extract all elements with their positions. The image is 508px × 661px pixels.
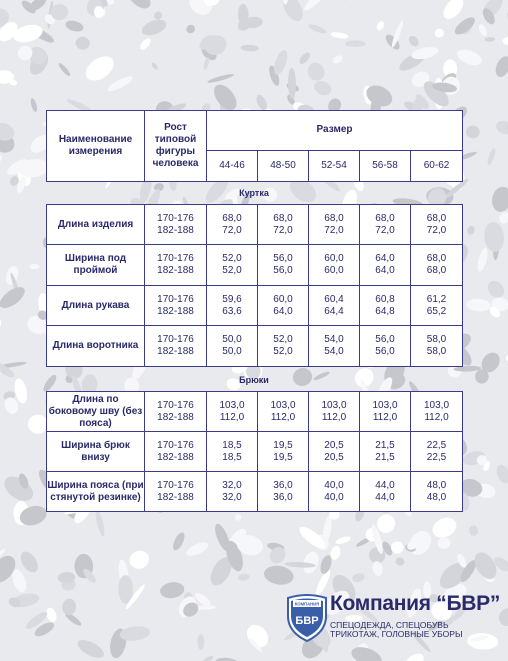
measure-value: 18,5 — [222, 451, 242, 463]
height-value: 182-188 — [157, 305, 194, 317]
size-col: 56-58 — [360, 150, 411, 181]
measure-value: 52,0 — [273, 346, 293, 357]
measure-value: 36,0 — [273, 479, 293, 491]
height-value: 170-176 — [157, 399, 194, 411]
section-title: Брюки — [239, 375, 269, 385]
value-cell — [207, 392, 258, 432]
company-name: Компания “БВР” — [330, 592, 501, 615]
value-cell — [411, 286, 463, 326]
height-value: 170-176 — [157, 334, 194, 345]
measure-value: 103,0 — [321, 399, 347, 411]
measure-value: 48,0 — [426, 479, 447, 491]
measure-value: 60,0 — [273, 293, 293, 305]
value-cell — [258, 326, 309, 367]
value-cell — [258, 286, 309, 326]
height-value: 170-176 — [157, 439, 194, 451]
value-cell — [360, 392, 411, 432]
height-cell — [145, 326, 207, 367]
measure-name: Длина воротника — [47, 326, 145, 367]
measure-value: 58,0 — [426, 346, 447, 357]
measure-value: 54,0 — [324, 334, 344, 345]
measure-value: 103,0 — [423, 399, 450, 411]
measure-value: 68,0 — [375, 212, 395, 224]
measure-name: Длина изделия — [47, 205, 145, 245]
measure-value: 60,4 — [324, 293, 344, 305]
measure-value: 18,5 — [222, 439, 242, 451]
height-value: 170-176 — [157, 479, 194, 491]
table-row — [47, 245, 463, 286]
table-row — [47, 392, 463, 432]
measure-value: 60,0 — [324, 253, 344, 264]
measure-value: 54,0 — [324, 346, 344, 357]
size-col: 48-50 — [258, 150, 309, 181]
svg-text:КОМПАНИЯ: КОМПАНИЯ — [294, 601, 320, 607]
measure-value: 68,0 — [426, 253, 447, 264]
value-cell — [411, 205, 463, 245]
measure-value: 64,0 — [375, 253, 395, 264]
size-chart — [46, 110, 462, 512]
measure-value: 72,0 — [324, 224, 344, 236]
measure-value: 112,0 — [321, 411, 347, 423]
height-value: 182-188 — [157, 346, 194, 357]
table-row — [47, 432, 463, 472]
header-measure: Наименование измерения — [47, 111, 145, 182]
header-height: Рост типовой фигуры человека — [145, 111, 207, 182]
value-cell — [360, 205, 411, 245]
svg-text:БВР: БВР — [295, 615, 319, 627]
measure-value: 52,0 — [222, 265, 242, 276]
value-cell — [309, 326, 360, 367]
measure-value: 103,0 — [219, 399, 245, 411]
value-cell — [411, 472, 463, 512]
height-value: 182-188 — [157, 224, 194, 236]
header-table — [46, 110, 463, 182]
measure-value: 72,0 — [222, 224, 242, 236]
measure-value: 52,0 — [273, 334, 293, 345]
measure-value: 72,0 — [426, 224, 447, 236]
measure-value: 58,0 — [426, 334, 447, 345]
value-cell — [360, 326, 411, 367]
height-value: 182-188 — [157, 411, 194, 423]
value-cell — [207, 472, 258, 512]
measure-value: 48,0 — [426, 491, 447, 503]
measure-value: 19,5 — [273, 439, 293, 451]
height-value: 170-176 — [157, 253, 194, 264]
measure-value: 65,2 — [426, 305, 447, 317]
measure-value: 20,5 — [324, 439, 344, 451]
measure-value: 32,0 — [222, 479, 242, 491]
section-table — [46, 204, 463, 367]
value-cell — [411, 245, 463, 286]
height-value: 182-188 — [157, 451, 194, 463]
measure-value: 50,0 — [222, 346, 242, 357]
size-col: 60-62 — [411, 150, 463, 181]
value-cell — [411, 392, 463, 432]
measure-value: 19,5 — [273, 451, 293, 463]
value-cell — [207, 326, 258, 367]
value-cell — [411, 432, 463, 472]
measure-value: 112,0 — [424, 411, 449, 423]
measure-value: 64,0 — [273, 305, 293, 317]
value-cell — [411, 326, 463, 367]
height-value: 182-188 — [157, 491, 194, 503]
height-cell — [145, 286, 207, 326]
height-value: 182-188 — [157, 265, 194, 276]
measure-value: 50,0 — [222, 334, 242, 345]
measure-value: 112,0 — [219, 411, 245, 423]
height-cell — [145, 392, 207, 432]
height-cell — [145, 205, 207, 245]
height-cell — [145, 432, 207, 472]
value-cell — [360, 432, 411, 472]
company-logo — [285, 592, 329, 642]
measure-value: 68,0 — [426, 212, 447, 224]
measure-value: 103,0 — [372, 399, 398, 411]
measure-value: 112,0 — [270, 411, 296, 423]
measure-value: 68,0 — [273, 212, 293, 224]
company-tagline: СПЕЦОДЕЖДА, СПЕЦОБУВЬ — [330, 620, 449, 630]
measure-value: 64,8 — [375, 305, 395, 317]
value-cell — [309, 205, 360, 245]
measure-value: 56,0 — [273, 253, 293, 264]
value-cell — [207, 245, 258, 286]
measure-name: Ширина брюк внизу — [47, 432, 145, 472]
height-value: 170-176 — [157, 293, 194, 305]
measure-value: 20,5 — [324, 451, 344, 463]
value-cell — [258, 392, 309, 432]
measure-value: 64,4 — [324, 305, 344, 317]
value-cell — [309, 286, 360, 326]
table-row — [47, 326, 463, 367]
measure-value: 68,0 — [222, 212, 242, 224]
measure-value: 68,0 — [324, 212, 344, 224]
measure-value: 64,0 — [375, 265, 395, 276]
value-cell — [258, 245, 309, 286]
table-row — [47, 286, 463, 326]
measure-name: Длина рукава — [47, 286, 145, 326]
measure-value: 72,0 — [375, 224, 395, 236]
value-cell — [258, 205, 309, 245]
measure-value: 44,0 — [375, 479, 395, 491]
value-cell — [207, 205, 258, 245]
measure-name: Ширина под проймой — [47, 245, 145, 286]
value-cell — [309, 432, 360, 472]
measure-value: 32,0 — [222, 491, 242, 503]
value-cell — [309, 245, 360, 286]
measure-value: 61,2 — [426, 293, 447, 305]
value-cell — [207, 432, 258, 472]
height-cell — [145, 245, 207, 286]
measure-value: 103,0 — [270, 399, 296, 411]
value-cell — [360, 286, 411, 326]
height-value: 170-176 — [157, 212, 194, 224]
value-cell — [309, 472, 360, 512]
size-col: 52-54 — [309, 150, 360, 181]
measure-value: 22,5 — [426, 439, 447, 451]
measure-value: 60,8 — [375, 293, 395, 305]
measure-name: Ширина пояса (при стянутой резинке) — [47, 472, 145, 512]
section-table — [46, 391, 463, 512]
company-tagline: ТРИКОТАЖ, ГОЛОВНЫЕ УБОРЫ — [330, 629, 463, 639]
measure-value: 36,0 — [273, 491, 293, 503]
measure-value: 59,6 — [222, 293, 242, 305]
height-cell — [145, 472, 207, 512]
measure-value: 63,6 — [222, 305, 242, 317]
size-col: 44-46 — [207, 150, 258, 181]
measure-value: 44,0 — [375, 491, 395, 503]
value-cell — [360, 245, 411, 286]
table-row — [47, 205, 463, 245]
measure-value: 40,0 — [324, 491, 344, 503]
header-size: Размер — [207, 111, 463, 151]
value-cell — [258, 472, 309, 512]
measure-value: 56,0 — [375, 334, 395, 345]
measure-value: 40,0 — [324, 479, 344, 491]
measure-value: 72,0 — [273, 224, 293, 236]
value-cell — [258, 432, 309, 472]
measure-value: 112,0 — [372, 411, 398, 423]
measure-name: Длина по боковому шву (без пояса) — [47, 392, 145, 432]
measure-value: 56,0 — [375, 346, 395, 357]
measure-value: 56,0 — [273, 265, 293, 276]
measure-value: 68,0 — [426, 265, 447, 276]
value-cell — [360, 472, 411, 512]
measure-value: 21,5 — [375, 439, 395, 451]
measure-value: 60,0 — [324, 265, 344, 276]
value-cell — [309, 392, 360, 432]
table-row — [47, 472, 463, 512]
value-cell — [207, 286, 258, 326]
measure-value: 22,5 — [426, 451, 447, 463]
measure-value: 21,5 — [375, 451, 395, 463]
section-title: Куртка — [239, 188, 269, 198]
measure-value: 52,0 — [222, 253, 242, 264]
